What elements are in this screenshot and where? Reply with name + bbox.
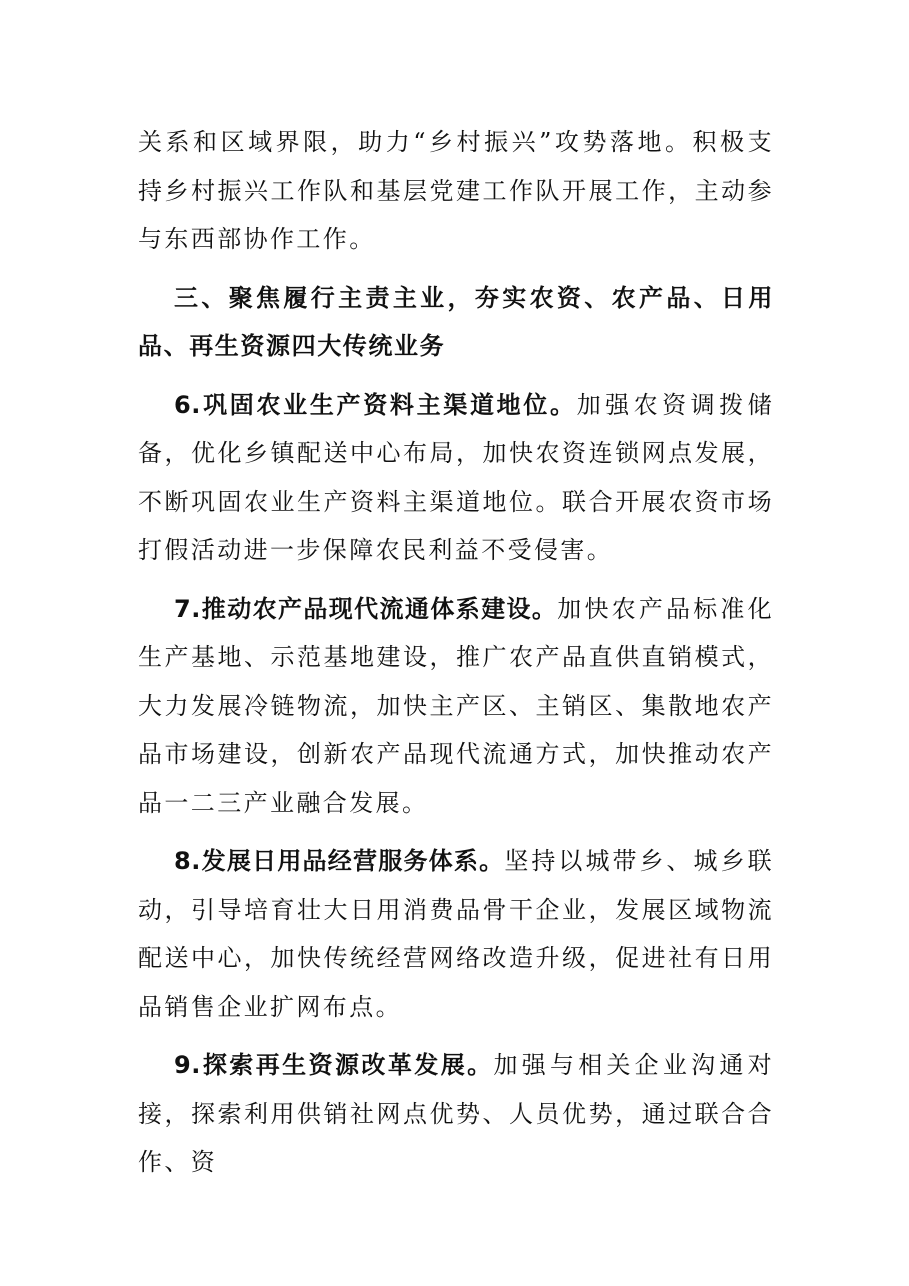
item-text-8: 坚持以城带乡、城乡联动，引导培育壮大日用消费品骨干企业，发展区域物流配送中心，加快传统经营网络改造升级，促进社有日用品销售企业扩网布点。 bbox=[138, 847, 774, 1021]
item-text-7: 加快农产品标准化生产基地、示范基地建设，推广农产品直供直销模式，大力发展冷链物流，加快主产区、主销区、集散地农产品市场建设，创新农产品现代流通方式，加快推动农产品一二三产业融合发展。 bbox=[138, 594, 774, 817]
item-paragraph-8 bbox=[138, 837, 774, 1031]
item-lead-7: 7.推动农产品现代流通体系建设。 bbox=[174, 594, 558, 623]
item-paragraph-6 bbox=[138, 381, 774, 575]
section-heading-text: 三、聚焦履行主责主业，夯实农资、农产品、日用品、再生资源四大传统业务 bbox=[138, 283, 774, 360]
item-paragraph-9 bbox=[138, 1041, 774, 1187]
item-lead-8: 8.发展日用品经营服务体系。 bbox=[174, 847, 505, 875]
item-text-6: 加强农资调拨储备，优化乡镇配送中心布局，加快农资连锁网点发展，不断巩固农业生产资料主渠道地位。联合开展农资市场打假活动进一步保障农民利益不受侵害。 bbox=[138, 390, 774, 564]
item-paragraph-7 bbox=[138, 585, 774, 828]
paragraph-text: 关系和区域界限，助力“乡村振兴”攻势落地。积极支持乡村振兴工作队和基层党建工作队开展工作，主动参与东西部协作工作。 bbox=[138, 128, 774, 253]
item-text-9: 加强与相关企业沟通对接，探索利用供销社网点优势、人员优势，通过联合合作、资 bbox=[138, 1051, 774, 1176]
item-lead-6: 6.巩固农业生产资料主渠道地位。 bbox=[174, 390, 577, 419]
section-heading bbox=[138, 274, 774, 371]
document-body bbox=[138, 118, 774, 1197]
paragraph-continuation bbox=[138, 118, 774, 264]
item-lead-9: 9.探索再生资源改革发展。 bbox=[174, 1051, 494, 1079]
